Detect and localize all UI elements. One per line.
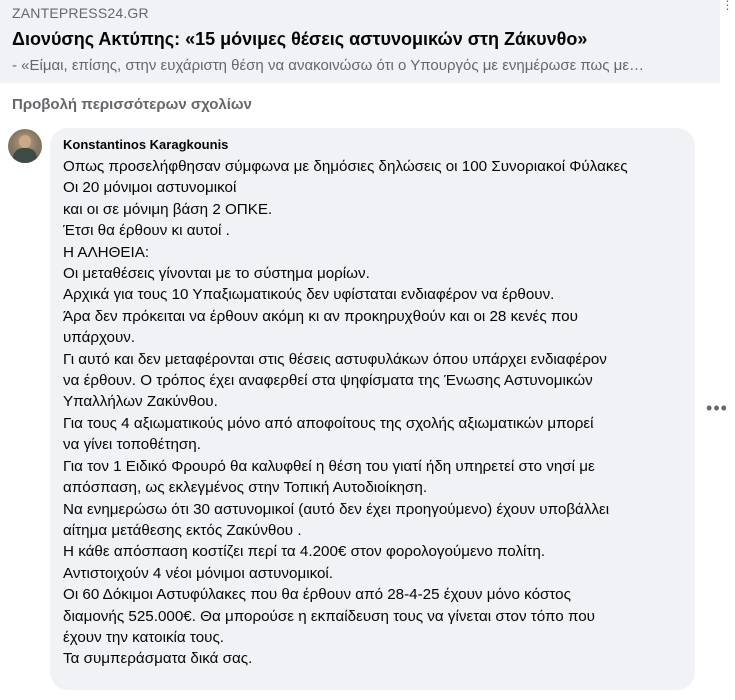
- comment-line: αίτημα μετάθεσης εκτός Ζακύνθου .: [63, 521, 302, 539]
- comment-line: Αντιστοιχούν 4 νέοι μόνιμοι αστυνομικοί.: [63, 564, 334, 582]
- avatar-body: [13, 148, 37, 163]
- comment-line: και οι σε μόνιμη βάση 2 ΟΠΚΕ.: [63, 200, 273, 218]
- comment-line: Η κάθε απόσπαση κοστίζει περί τα 4.200€ στον φορολογούμενο πολίτη.: [63, 543, 546, 561]
- avatar-head: [19, 135, 31, 148]
- comment-line: να έρθουν. Ο τρόπος έχει αναφερθεί στα ψηφίσματα της Ένωσης Αστυνομικών: [63, 372, 593, 390]
- comment-text: [63, 156, 693, 670]
- comment-line: να γίνει τοποθέτηση.: [63, 436, 201, 454]
- comment-line: Γι αυτό και δεν μεταφέρονται στις θέσεις αστυφυλάκων όπου υπάρχει ενδιαφέρον: [63, 350, 607, 368]
- comment-line: διαμονής 525.000€. Θα μπορούσε η εκπαίδευση τους να γίνεται στον τόπο που: [63, 607, 595, 625]
- comment-line: Οπως προσελήφθησαν σύμφωνα με δημόσιες δηλώσεις οι 100 Συνοριακοί Φύλακες: [63, 158, 628, 175]
- link-title[interactable]: Διονύσης Ακτύπης: «15 μόνιμες θέσεις αστυνομικών στη Ζάκυνθο»: [12, 29, 588, 49]
- comment-line: Για τους 4 αξιωματικούς μόνο από αποφοίτους της σχολής αξιωματικών μπορεί: [63, 414, 594, 432]
- comment-line: Έτσι θα έρθουν κι αυτοί .: [63, 222, 230, 240]
- comment-author[interactable]: Konstantinos Karagkounis: [63, 137, 229, 152]
- comment-line: Η ΑΛΗΘΕΙΑ:: [63, 243, 150, 261]
- comment-line: Τα συμπεράσματα δικά σας.: [63, 650, 253, 668]
- comment-line: Να ενημερώσω ότι 30 αστυνομικοί (αυτό δεν έχει προηγούμενο) έχουν υποβάλλει: [63, 500, 610, 518]
- comment-line: Υπαλλήλων Ζακύνθου.: [63, 393, 218, 411]
- link-source: ZANTEPRESS24.GR: [12, 5, 149, 21]
- comment-bubble: [50, 128, 695, 690]
- comment-line: Άρα δεν πρόκειται να έρθουν ακόμη κι αν προκηρυχθούν και οι 28 κενές που: [63, 307, 578, 325]
- link-preview-card[interactable]: [0, 0, 720, 83]
- comment-line: απόσπαση, ως εκλεγμένος στην Τοπική Αυτοδιοίκηση.: [63, 479, 428, 497]
- link-description: - «Είμαι, επίσης, στην ευχάριστη θέση να ανακοινώσω ότι ο Υπουργός με ενημέρωσε πως με…: [12, 57, 644, 74]
- comment-line: Οι μεταθέσεις γίνονται με το σύστημα μορίων.: [63, 265, 370, 283]
- avatar[interactable]: [8, 129, 42, 163]
- comment-line: έχουν την κατοικία τους.: [63, 628, 224, 646]
- link-menu-icon[interactable]: ⋮: [721, 0, 734, 12]
- view-more-comments-link[interactable]: Προβολή περισσότερων σχολίων: [12, 96, 252, 113]
- comment-line: Οι 20 μόνιμοι αστυνομικοί: [63, 179, 237, 197]
- comment-line: Για τον 1 Ειδικό Φρουρό θα καλυφθεί η θέση του γιατί ήδη υπηρετεί στο νησί με: [63, 457, 595, 475]
- comment-line: Οι 60 Δόκιμοι Αστυφύλακες που θα έρθουν από 28-4-25 έχουν μόνο κόστος: [63, 586, 571, 604]
- comment-line: υπάρχουν.: [63, 329, 136, 347]
- more-horizontal-icon[interactable]: •••: [706, 398, 728, 418]
- comment-line: Αρχικά για τους 10 Υπαξιωματικούς δεν υφίσταται ενδιαφέρον να έρθουν.: [63, 286, 555, 304]
